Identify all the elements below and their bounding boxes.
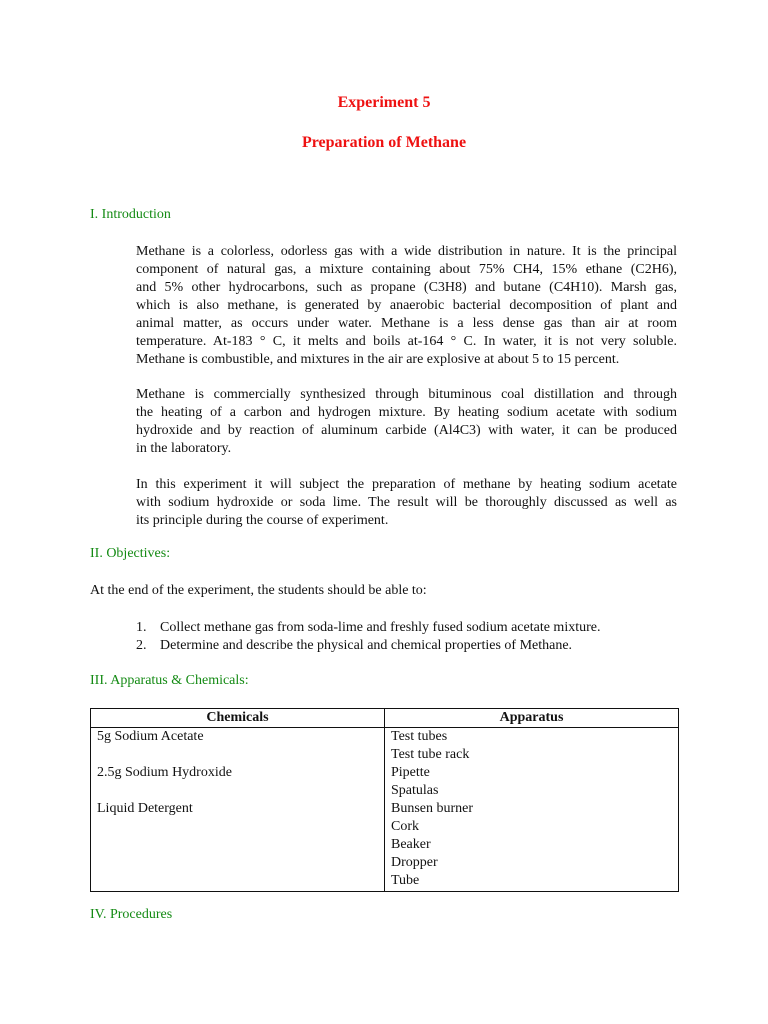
apparatus-item: Pipette (391, 765, 430, 780)
paragraph-line: Methane is commercially synthesized through bituminous coal distillation and through (136, 387, 677, 402)
list-text: Determine and describe the physical and chemical properties of Methane. (160, 638, 573, 653)
introduction-heading: I. Introduction (90, 207, 171, 222)
table-row (91, 728, 679, 892)
paragraph-line: Methane is a colorless, odorless gas with a wide distribution in nature. It is the principal (136, 244, 677, 259)
paragraph-line: the heating of a carbon and hydrogen mixture. By heating sodium acetate with sodium (136, 405, 677, 420)
paragraph-line: animal matter, as occurs under water. Methane is a less dense gas than air at room (136, 316, 677, 331)
paragraph-line: hydroxide and by reaction of aluminum carbide (Al4C3) with water, it can be produced (136, 423, 677, 438)
column-header-chemicals: Chemicals (91, 709, 385, 728)
apparatus-item: Beaker (391, 837, 431, 852)
chemical-item (97, 782, 378, 800)
list-number: 1. (136, 620, 147, 635)
apparatus-item: Test tube rack (391, 747, 470, 762)
paragraph-line: Methane is combustible, and mixtures in the air are explosive at about 5 to 15 percent. (136, 352, 620, 367)
objectives-list (136, 619, 600, 655)
list-item (136, 637, 600, 655)
apparatus-item: Cork (391, 819, 419, 834)
list-item (136, 619, 600, 637)
objectives-intro: At the end of the experiment, the students should be able to: (90, 583, 427, 598)
paragraph-line: which is also methane, is generated by anaerobic bacterial decomposition of plant and (136, 298, 677, 313)
table-header-row (91, 709, 679, 728)
chemical-item: Liquid Detergent (97, 801, 193, 816)
list-text: Collect methane gas from soda-lime and freshly fused sodium acetate mixture. (160, 620, 601, 635)
introduction-paragraph-2 (136, 386, 677, 458)
paragraph-line: its principle during the course of experiment. (136, 513, 389, 528)
paragraph-line: in the laboratory. (136, 441, 232, 456)
apparatus-item: Spatulas (391, 783, 439, 798)
paragraph-line: temperature. At-183 ° C, it melts and boils at-164 ° C. In water, it is not very soluble. (136, 334, 677, 349)
chemical-item: 2.5g Sodium Hydroxide (97, 765, 232, 780)
chemicals-cell (91, 728, 385, 892)
introduction-paragraph-1 (136, 243, 677, 369)
paragraph-line: with sodium hydroxide or soda lime. The result will be thoroughly discussed as well as (136, 495, 677, 510)
apparatus-item: Bunsen burner (391, 801, 474, 816)
list-number: 2. (136, 638, 147, 653)
objectives-heading: II. Objectives: (90, 546, 171, 561)
paragraph-line: component of natural gas, a mixture containing about 75% CH4, 15% ethane (C2H6), (136, 262, 677, 277)
column-header-apparatus: Apparatus (385, 709, 679, 728)
apparatus-heading: III. Apparatus & Chemicals: (90, 673, 249, 688)
chemical-item (97, 746, 378, 764)
apparatus-item: Tube (391, 873, 420, 888)
experiment-subtitle: Preparation of Methane (301, 134, 467, 151)
apparatus-chemicals-table (90, 708, 679, 892)
apparatus-item: Dropper (391, 855, 438, 870)
introduction-paragraph-3 (136, 476, 677, 530)
paragraph-line: and 5% other hydrocarbons, such as propane (C3H8) and butane (C4H10). Marsh gas, (136, 280, 677, 295)
experiment-title: Experiment 5 (337, 94, 431, 111)
procedures-heading: IV. Procedures (90, 907, 173, 922)
apparatus-item: Test tubes (391, 729, 448, 744)
chemical-item: 5g Sodium Acetate (97, 729, 204, 744)
paragraph-line: In this experiment it will subject the preparation of methane by heating sodium acetate (136, 477, 677, 492)
apparatus-cell (385, 728, 679, 892)
